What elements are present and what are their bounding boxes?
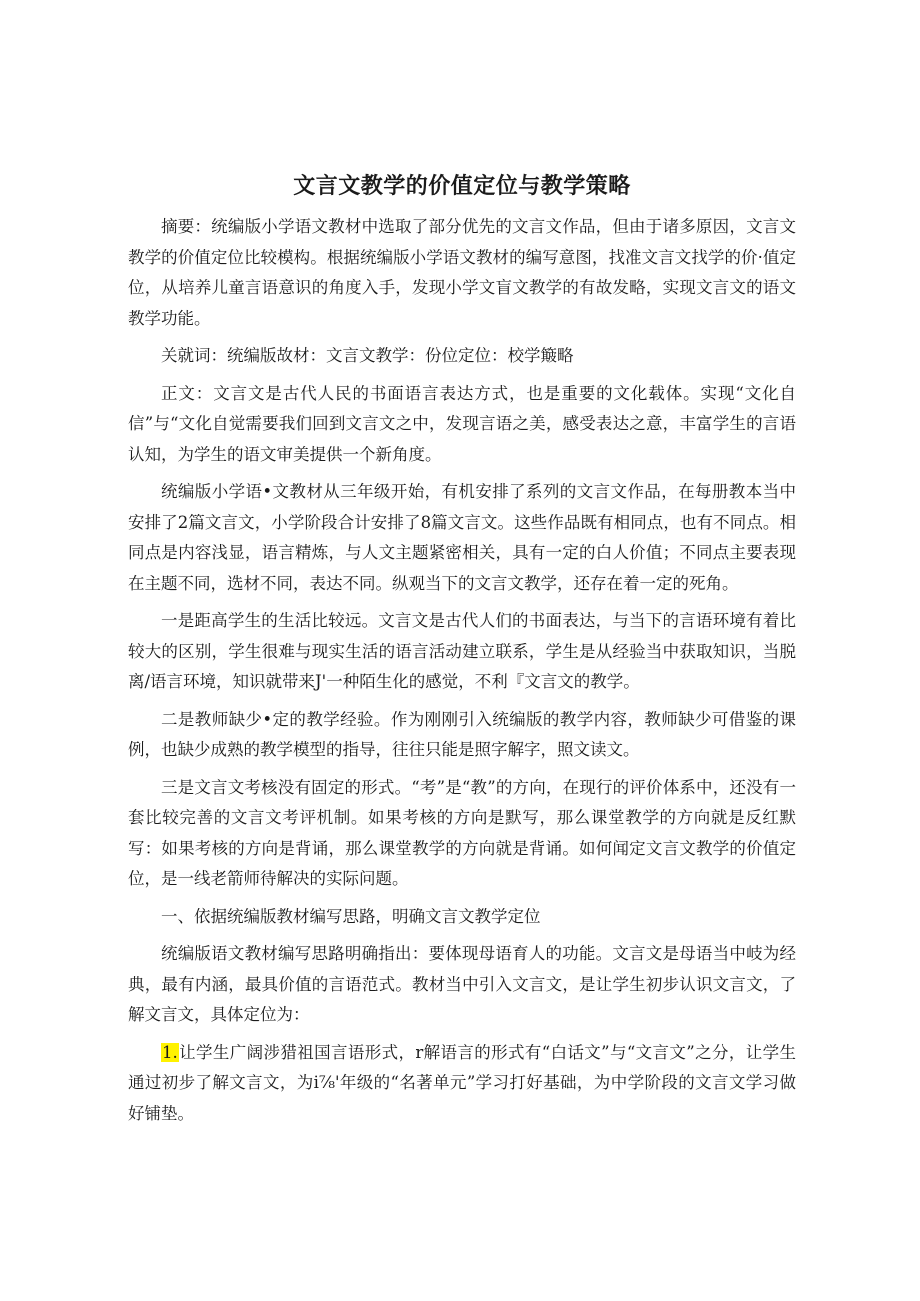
section-heading: 一、依据统编版教材编写思路，明确文言文教学定位 — [161, 906, 541, 926]
body-paragraph: 一是距高学生的生活比较远。文言文是古代人们的书面表达，与当下的言语环境有着比较大的区别，学生很难与现实生活的语言活动建立联系，学生是从经验当中获取知识，当脱离/语言环境，知识就带来J'一种陌生化的感觉，不利『文言文的教学。 — [128, 611, 796, 691]
body-paragraph: 统编版小学语•文教材从三年级开始，有机安排了系列的文言文作品，在每册教本当中安排了2篇文言文，小学阶段合计安排了8篇文言文。这些作品既有相同点，也有不同点。相同点是内容浅显，语言精炼，与人文主题紧密相关，具有一定的白人价值；不同点主要表现在主题不同，选材不同，表达不同。纵观当下的文言文教学，还存在着一定的死角。 — [128, 482, 796, 593]
body-paragraph: 正文：文言文是古代人民的书面语言表达方式，也是重要的文化载体。实现“文化自信”与“文化自觉需要我们回到文言文之中，发现言语之美，感受表达之意，丰富学生的言语认知，为学生的语文审美提供一个新角度。 — [128, 383, 796, 464]
body-paragraph: 三是文言文考核没有固定的形式。“考”是“教”的方向，在现行的评价体系中，还没有一套比较完善的文言文考评机制。如果考核的方向是默写，那么课堂教学的方向就是反红默写：如果考核的方向是背诵，那么课堂教学的方向就是背诵。如何闻定文言文教学的价值定位，是一线老箭师待解决的实际问题。 — [128, 777, 796, 888]
body-paragraph: 统编版语文教材编写思路明确指出：要体现母语育人的功能。文言文是母语当中岐为经典，最有内涵，最具价值的言语范式。教材当中引入文言文，是让学生初步认识文言文，了解文言文，具体定位为： — [128, 944, 796, 1024]
list-item-text: 让学生广阔涉猎祖国言语形式，r解语言的形式有“白话文”与“文言文”之分，让学生通过初步了解文言文，为i⅞'年级的“名著单元”学习打好基础，为中学阶段的文言文学习做好铺垫。 — [128, 1042, 796, 1123]
list-item-paragraph — [128, 1038, 796, 1130]
highlighted-list-marker: 1. — [162, 1042, 178, 1062]
keywords-paragraph: 关就词：统编版故材：文言文教学：份位定位：校学簸略 — [161, 346, 574, 365]
document-page — [128, 170, 796, 1136]
body-paragraph: 二是教师缺少•定的教学经验。作为刚刚引入统编版的教学内容，教师缺少可借鉴的课例，也缺少成熟的教学模型的指导，往往只能是照字解字，照文读文。 — [128, 709, 796, 759]
abstract-paragraph: 摘要：统编版小学语文教材中选取了部分优先的文言文作品，但由于诸多原因，文言文教学的价值定位比较模构。根据统编版小学语文教材的编写意图，找准文言文找学的价·值定位，从培养儿童言语意识的角度入手，发现小学文盲文教学的有故发略，实现文言文的语文教学功能。 — [128, 217, 796, 328]
document-title: 文言文教学的价值定位与教学策略 — [293, 174, 631, 199]
